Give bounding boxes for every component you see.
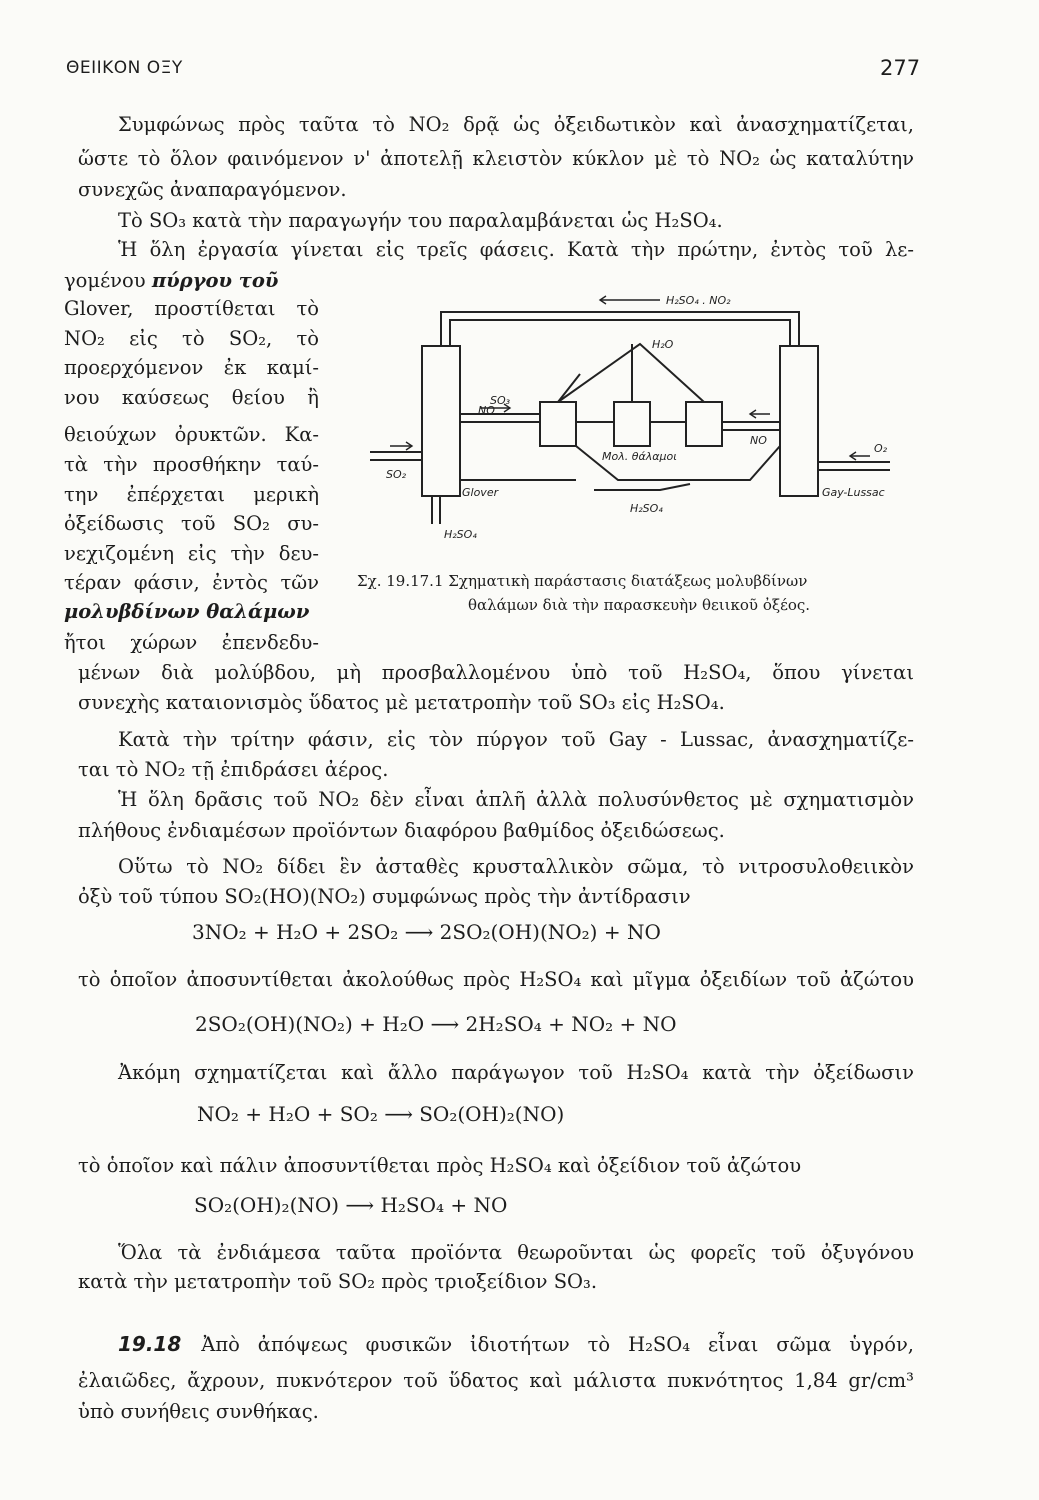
label-h2so4-mid: H₂SO₄ xyxy=(630,502,663,515)
equation-1: 3NO₂ + H₂O + 2SO₂ ⟶ 2SO₂(OH)(NO₂) + NO xyxy=(192,920,661,944)
text-line: Ὅλα τὰ ἐνδιάμεσα ταῦτα προϊόντα θεωροῦνται ὡς φορεῖς τοῦ ὀξυγόνου xyxy=(118,1241,914,1264)
page-number: 277 xyxy=(880,56,921,80)
text-line: προερχόμενον ἐκ καμί- xyxy=(64,356,319,379)
equation-2: 2SO₂(OH)(NO₂) + H₂O ⟶ 2H₂SO₄ + NO₂ + NO xyxy=(195,1012,677,1036)
equation-3: NO₂ + H₂O + SO₂ ⟶ SO₂(OH)₂(NO) xyxy=(197,1102,565,1126)
label-chambers: Μολ. θάλαμοι xyxy=(602,450,677,463)
text-line: ὑπὸ συνήθεις συνθήκας. xyxy=(78,1400,319,1423)
text-line: τὸ ὁποῖον ἀποσυντίθεται ἀκολούθως πρὸς H₂SO₄ καὶ μῖγμα ὀξειδίων τοῦ ἀζώτου xyxy=(78,968,914,991)
text-line: Κατὰ τὴν τρίτην φάσιν, εἰς τὸν πύργον τοῦ Gay - Lussac, ἀνασχηματίζε- xyxy=(118,728,914,751)
text-line: τὰ τὴν προσθήκην ταύ- xyxy=(64,453,319,476)
running-title: ΘΕΙΙΚΟΝ ΟΞΥ xyxy=(66,58,183,78)
text-line: ὀξὺ τοῦ τύπου SO₂(HO)(NO₂) συμφώνως πρὸς τὴν ἀντίδρασιν xyxy=(78,885,691,908)
section-number: 19.18 xyxy=(118,1332,182,1356)
text-line xyxy=(64,268,319,293)
figure-caption-cont: θαλάμων διὰ τὴν παρασκευὴν θειικοῦ ὀξέος. xyxy=(468,596,811,614)
equation-4: SO₂(OH)₂(NO) ⟶ H₂SO₄ + NO xyxy=(194,1193,508,1217)
text-line: κατὰ τὴν μετατροπὴν τοῦ SO₂ πρὸς τριοξείδιον SO₃. xyxy=(78,1270,598,1293)
text-line: νεχιζομένη εἰς τὴν δευ- xyxy=(64,542,319,565)
label-no-out: NO xyxy=(750,434,767,447)
label-o2: O₂ xyxy=(874,442,888,455)
label-top-flow: H₂SO₄ . NO₂ xyxy=(666,294,731,307)
gay-lussac-tower xyxy=(780,346,818,496)
text-line: Τὸ SO₃ κατὰ τὴν παραγωγήν του παραλαμβάνεται ὡς H₂SO₄. xyxy=(118,209,723,232)
text-line: Συμφώνως πρὸς ταῦτα τὸ NO₂ δρᾷ ὡς ὀξειδωτικὸν καὶ ἀνασχηματίζεται, xyxy=(118,113,914,136)
text-line: ἐλαιῶδες, ἄχρουν, πυκνότερον τοῦ ὕδατος καὶ μάλιστα πυκνότητος 1,84 gr/cm³ xyxy=(78,1369,914,1392)
lead-chamber-3 xyxy=(686,402,722,446)
label-h2so4-bottom: H₂SO₄ xyxy=(444,528,477,541)
text-line: Ἡ ὅλη ἐργασία γίνεται εἰς τρεῖς φάσεις. Κατὰ τὴν πρώτην, ἐντὸς τοῦ λε- xyxy=(118,238,914,261)
text-line: τέραν φάσιν, ἐντὸς τῶν xyxy=(64,571,319,594)
text-line: συνεχῶς ἀναπαραγόμενον. xyxy=(78,178,347,201)
text-line: ὥστε τὸ ὅλον φαινόμενον ν' ἀποτελῇ κλειστὸν κύκλον μὲ τὸ NO₂ ὡς καταλύτην xyxy=(78,147,914,170)
text-line: ται τὸ NO₂ τῇ ἐπιδράσει ἀέρος. xyxy=(78,758,389,781)
text-fragment: γομένου xyxy=(64,269,152,292)
lead-chamber-2 xyxy=(614,402,650,446)
lead-chamber-1 xyxy=(540,402,576,446)
text-line: ἤτοι χώρων ἐπενδεδυ- xyxy=(64,631,319,654)
label-glover: Glover xyxy=(462,486,499,499)
text-line: συνεχὴς καταιονισμὸς ὕδατος μὲ μετατροπὴν τοῦ SO₃ εἰς H₂SO₄. xyxy=(78,691,725,714)
text-line: την ἐπέρχεται μερικὴ xyxy=(64,483,319,506)
text-line: ὀξείδωσις τοῦ SO₂ συ- xyxy=(64,512,319,535)
text-line: NO₂ εἰς τὸ SO₂, τὸ xyxy=(64,327,319,350)
label-so2: SO₂ xyxy=(386,468,407,481)
text-line: Ἀκόμη σχηματίζεται καὶ ἄλλο παράγωγον τοῦ H₂SO₄ κατὰ τὴν ὀξείδωσιν xyxy=(118,1061,914,1084)
lead-chambers-term: μολυβδίνων θαλάμων xyxy=(64,600,310,623)
section-heading-line xyxy=(118,1332,914,1357)
label-no-in: NO xyxy=(478,404,495,417)
text-line: θειούχων ὀρυκτῶν. Κα- xyxy=(64,423,319,446)
text-line: τὸ ὁποῖον καὶ πάλιν ἀποσυντίθεται πρὸς H₂SO₄ καὶ ὀξείδιον τοῦ ἀζώτου xyxy=(78,1154,802,1177)
label-so3: SO₃ xyxy=(490,394,511,407)
text-line: πλήθους ἐνδιαμέσων προϊόντων διαφόρου βαθμίδος ὀξειδώσεως. xyxy=(78,819,725,842)
text-line: Ἡ ὅλη δρᾶσις τοῦ NO₂ δὲν εἶναι ἁπλῆ ἀλλὰ πολυσύνθετος μὲ σχηματισμὸν xyxy=(118,788,914,811)
label-gay-lussac: Gay-Lussac xyxy=(822,486,885,499)
text-line: Glover, προστίθεται τὸ xyxy=(64,297,319,320)
glover-tower-term: πύργου τοῦ xyxy=(151,269,279,292)
label-water: H₂O xyxy=(652,338,674,351)
text-fragment: Ἀπὸ ἀπόψεως φυσικῶν ἰδιοτήτων τὸ H₂SO₄ εἶναι σῶμα ὑγρόν, xyxy=(201,1333,914,1356)
glover-tower xyxy=(422,346,460,496)
text-line: Οὕτω τὸ NO₂ δίδει ἓν ἀσταθὲς κρυσταλλικὸν σῶμα, τὸ νιτροσυλοθειικὸν xyxy=(118,855,914,878)
figure-caption: Σχ. 19.17.1 Σχηματικὴ παράστασις διατάξεως μολυβδίνων xyxy=(357,572,808,590)
lead-chamber-diagram xyxy=(330,284,910,554)
text-line: μένων διὰ μολύβδου, μὴ προσβαλλομένου ὑπὸ τοῦ H₂SO₄, ὅπου γίνεται xyxy=(78,661,914,684)
text-line: νου καύσεως θείου ἢ xyxy=(64,386,319,409)
